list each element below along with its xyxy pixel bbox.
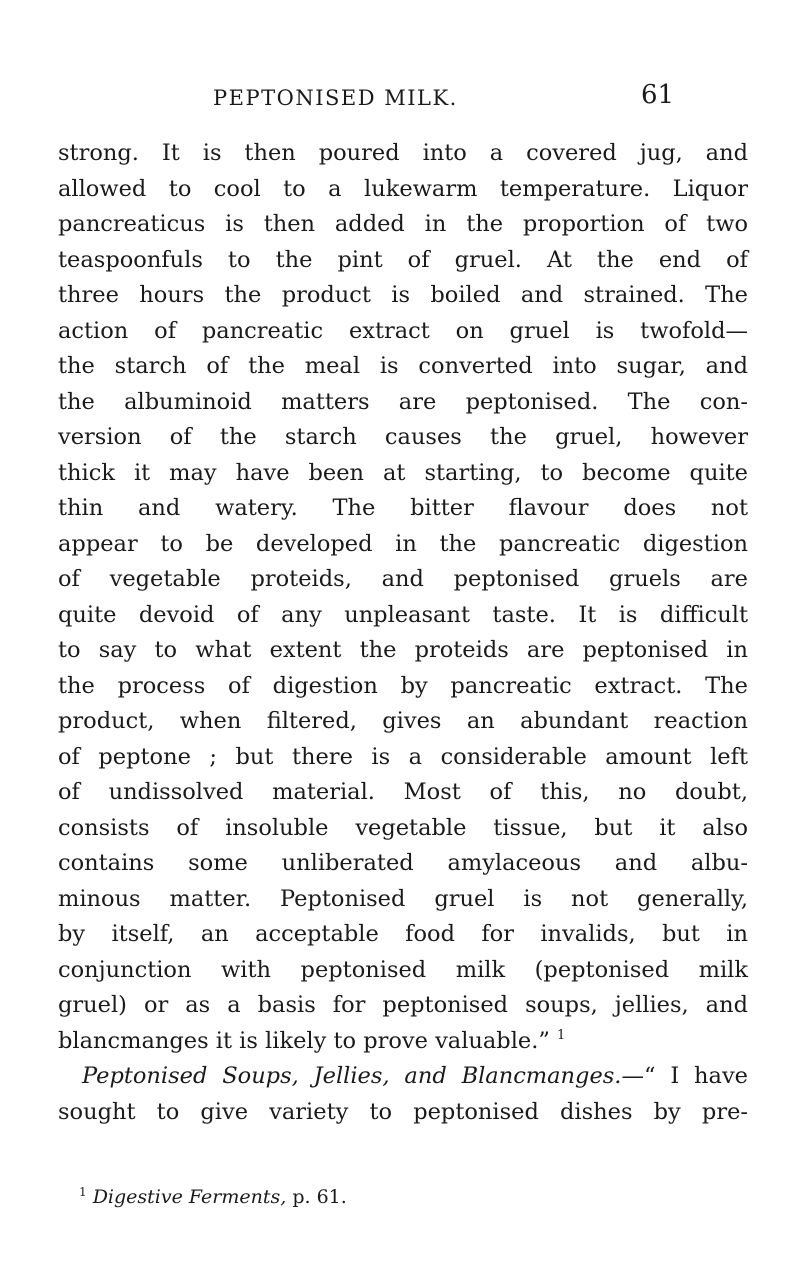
text-line: contains some unliberated amylaceous and albu- [58, 850, 748, 876]
body-text [58, 136, 748, 1130]
text-line: teaspoonfuls to the pint of gruel. At the end of [58, 246, 748, 273]
footnote-page-ref: p. 61. [292, 1186, 347, 1208]
text-line: to say to what extent the proteids are peptonised in [58, 637, 748, 663]
text-line: thin and watery. The bitter flavour does not [58, 495, 748, 521]
text-line: of peptone ; but there is a considerable amount left [58, 743, 748, 770]
quote-end-text: blancmanges it is likely to prove valuable.” [58, 1027, 550, 1054]
text-line: by itself, an acceptable food for invalids, but in [58, 921, 748, 947]
running-head: PEPTONISED MILK. [213, 86, 458, 110]
footnote-marker: 1 [79, 1185, 87, 1199]
text-line: strong. It is then poured into a covered jug, and [58, 140, 748, 166]
text-line: gruel) or as a basis for peptonised soups, jellies, and [58, 992, 748, 1018]
page-number: 61 [641, 80, 675, 110]
text-line: of undissolved material. Most of this, no doubt, [58, 779, 748, 805]
text-line: sought to give variety to peptonised dishes by pre- [58, 1098, 748, 1125]
text-line: appear to be developed in the pancreatic digestion [58, 530, 748, 557]
text-line: the starch of the meal is converted into sugar, and [58, 353, 748, 379]
text-line: action of pancreatic extract on gruel is twofold— [58, 317, 748, 344]
text-line: allowed to cool to a lukewarm temperature. Liquor [58, 175, 748, 202]
footnote [79, 1186, 347, 1208]
text-line: the albuminoid matters are peptonised. The con- [58, 388, 748, 415]
text-line: of vegetable proteids, and peptonised gruels are [58, 566, 748, 592]
text-line: three hours the product is boiled and strained. The [58, 282, 748, 308]
text-line: consists of insoluble vegetable tissue, but it also [58, 814, 748, 841]
section-heading: Peptonised Soups, Jellies, and Blancmanges. [82, 1063, 622, 1089]
text-line: version of the starch causes the gruel, however [58, 424, 748, 450]
footnote-reference[interactable]: 1 [557, 1027, 566, 1043]
text-line: quite devoid of any unpleasant taste. It is difficult [58, 601, 748, 628]
section-heading-line [58, 1059, 748, 1095]
text-line: minous matter. Peptonised gruel is not generally, [58, 885, 748, 912]
section-heading-continuation: —“ I have [621, 1063, 748, 1089]
text-line: the process of digestion by pancreatic extract. The [58, 672, 748, 699]
text-line: conjunction with peptonised milk (peptonised milk [58, 956, 748, 983]
quote-end-line [58, 1024, 748, 1060]
text-line: pancreaticus is then added in the proportion of two [58, 211, 748, 237]
text-line: thick it may have been at starting, to become quite [58, 459, 748, 486]
text-line: product, when filtered, gives an abundant reaction [58, 708, 748, 734]
footnote-source-title: Digestive Ferments, [92, 1186, 287, 1208]
